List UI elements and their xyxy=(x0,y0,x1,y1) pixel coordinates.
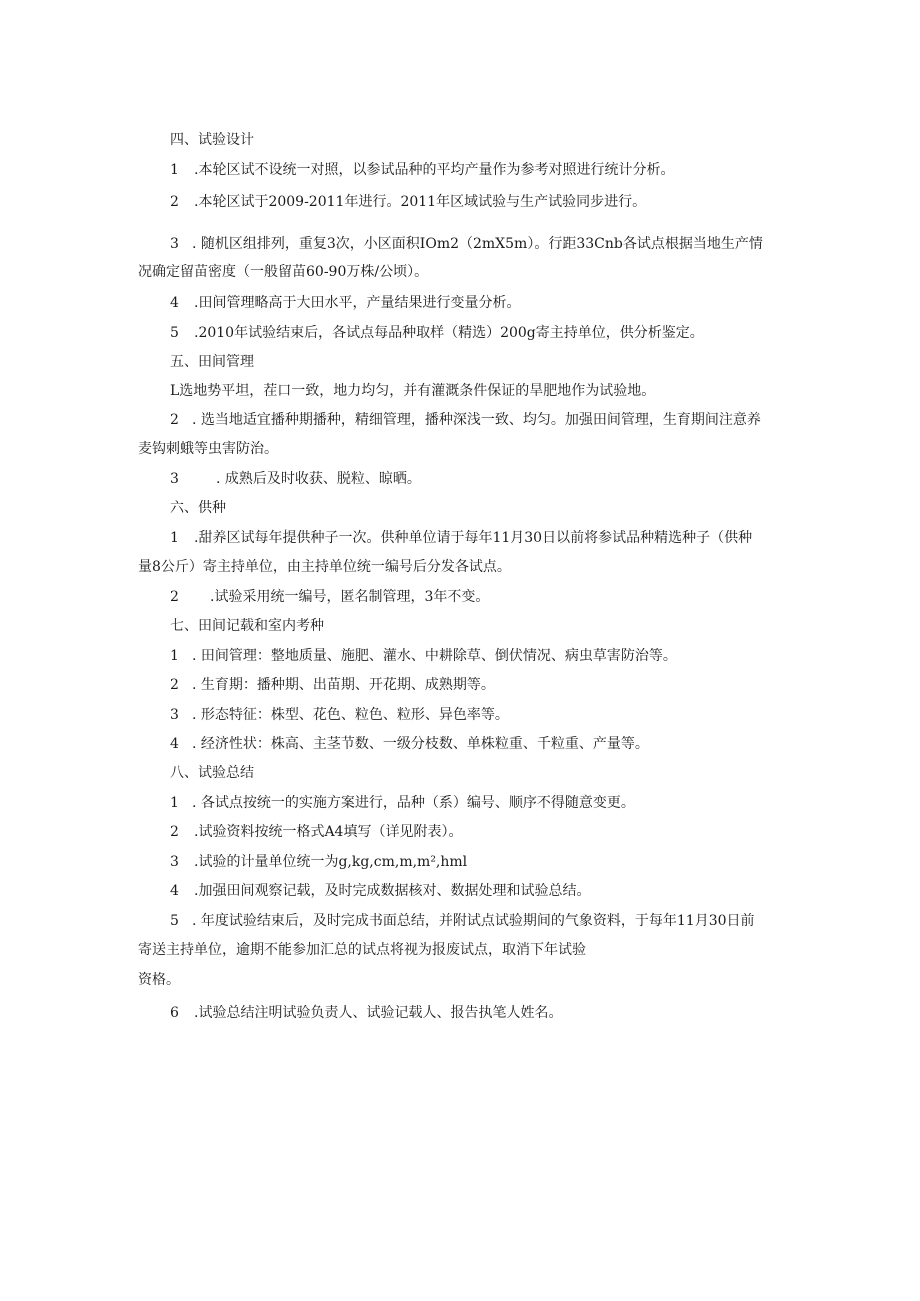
list-item xyxy=(170,735,649,753)
item-text: . 田间管理：整地质量、施肥、灌水、中耕除草、倒伏情况、病虫草害防治等。 xyxy=(192,648,677,664)
item-text: . 选当地适宜播种期播种，精细管理，播种深浅一致、均匀。加强田间管理，生育期间注意养 xyxy=(192,412,761,428)
list-item xyxy=(170,411,761,429)
section-heading: 六、供种 xyxy=(170,500,226,516)
item-text: .甜养区试每年提供种子一次。供种单位请于每年11月30日以前将参试品种精选种子（供种 xyxy=(194,530,753,546)
list-item xyxy=(170,794,635,812)
item-continuation: 量8公斤）寄主持单位，由主持单位统一编号后分发各试点。 xyxy=(138,559,511,575)
item-number: 4 xyxy=(170,883,179,899)
section-heading: 五、田间管理 xyxy=(170,354,254,370)
list-item xyxy=(170,470,421,488)
list-item xyxy=(170,294,520,312)
item-number: 1 xyxy=(170,530,179,546)
item-number: 5 xyxy=(170,913,179,929)
item-text: . 形态特征：株型、花色、粒色、粒形、异色率等。 xyxy=(192,707,509,723)
item-text: .试验总结注明试验负责人、试验记载人、报告执笔人姓名。 xyxy=(194,1005,563,1021)
item-text: L选地势平坦，茬口一致，地力均匀，并有灌溉条件保证的旱肥地作为试验地。 xyxy=(170,383,656,399)
list-item xyxy=(170,235,763,253)
item-number: 2 xyxy=(170,194,179,210)
list-item xyxy=(170,853,467,871)
item-text: . 成熟后及时收获、脱粒、晾晒。 xyxy=(216,471,421,487)
item-text: .2010年试验结束后，各试点每品种取样（精选）200g寄主持单位，供分析鉴定。 xyxy=(194,325,704,341)
item-number: 2 xyxy=(170,412,179,428)
item-text: . 年度试验结束后，及时完成书面总结，并附试点试验期间的气象资料，于每年11月30日前 xyxy=(192,913,755,929)
item-continuation: 资格。 xyxy=(138,972,180,988)
item-continuation: 况确定留苗密度（一般留苗60-90万株/公顷）。 xyxy=(138,264,429,280)
section-heading: 七、田间记载和室内考种 xyxy=(170,618,324,634)
list-item xyxy=(170,676,495,694)
list-item xyxy=(170,529,752,547)
item-number: 4 xyxy=(170,295,179,311)
item-text: . 各试点按统一的实施方案进行，品种（系）编号、顺序不得随意变更。 xyxy=(192,795,635,811)
section-heading: 八、试验总结 xyxy=(170,765,254,781)
list-item xyxy=(170,823,462,841)
item-continuation: 寄送主持单位，逾期不能参加汇总的试点将视为报废试点，取消下年试验 xyxy=(138,942,586,958)
item-number: 2 xyxy=(170,677,179,693)
list-item xyxy=(170,193,646,211)
list-item xyxy=(170,324,704,342)
item-number: 1 xyxy=(170,795,179,811)
item-number: 3 xyxy=(170,236,179,252)
item-number: 1 xyxy=(170,648,179,664)
item-text: . 生育期：播种期、出苗期、开花期、成熟期等。 xyxy=(192,677,495,693)
list-item xyxy=(170,1004,562,1022)
item-number: 6 xyxy=(170,1005,179,1021)
list-item xyxy=(170,882,590,900)
item-continuation: 麦钩刺蛾等虫害防治。 xyxy=(138,441,278,457)
list-item xyxy=(170,706,509,724)
item-text: .试验的计量单位统一为g,kg,cm,m,m²,hml xyxy=(194,854,468,870)
item-text: . 随机区组排列，重复3次，小区面积IOm2（2mX5m）。行距33Cnb各试点根据当地生产情 xyxy=(192,236,763,252)
item-number: 1 xyxy=(170,162,179,178)
item-number: 5 xyxy=(170,325,179,341)
item-text: . 经济性状：株高、主茎节数、一级分枝数、单株粒重、千粒重、产量等。 xyxy=(192,736,649,752)
item-text: .本轮区试不设统一对照，以参试品种的平均产量作为参考对照进行统计分析。 xyxy=(194,162,675,178)
list-item xyxy=(170,382,655,400)
item-text: .加强田间观察记载，及时完成数据核对、数据处理和试验总结。 xyxy=(194,883,591,899)
list-item xyxy=(170,588,489,606)
item-text: .本轮区试于2009-2011年进行。2011年区域试验与生产试验同步进行。 xyxy=(194,194,647,210)
list-item xyxy=(170,647,677,665)
list-item xyxy=(170,161,674,179)
item-text: .试验资料按统一格式A4填写（详见附表）。 xyxy=(194,824,463,840)
item-text: .田间管理略高于大田水平，产量结果进行变量分析。 xyxy=(194,295,521,311)
list-item xyxy=(170,912,755,930)
item-number: 4 xyxy=(170,736,179,752)
item-number: 2 xyxy=(170,824,179,840)
section-heading: 四、试验设计 xyxy=(170,132,254,148)
item-number: 2 xyxy=(170,589,179,605)
item-number: 3 xyxy=(170,854,179,870)
item-text: .试验采用统一编号，匿名制管理，3年不变。 xyxy=(210,589,490,605)
item-number: 3 xyxy=(170,707,179,723)
item-number: 3 xyxy=(170,471,179,487)
